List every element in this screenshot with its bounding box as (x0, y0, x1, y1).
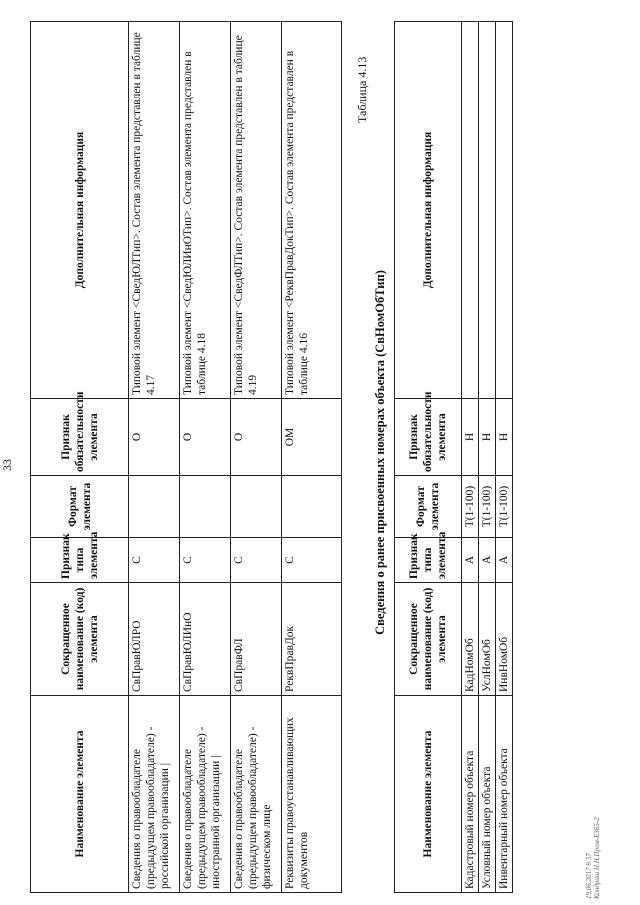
print-stamp (585, 817, 601, 899)
table-caption: Сведения о ранее присвоенных номерах объекта (СвНомОбТип) (373, 270, 387, 635)
cell-mandatory: О (231, 399, 282, 476)
cell-info: Типовой элемент <СведФЛТип>. Состав элемента представлен в таблице 4.19 (231, 22, 282, 399)
table-row (129, 22, 180, 893)
cell-type: А (462, 538, 479, 583)
cell-format (282, 476, 342, 538)
cell-type: А (479, 538, 496, 583)
page-number: 33 (0, 459, 14, 471)
col-header-code: Сокращенное наименование (код) элемента (395, 583, 462, 696)
prior-numbers-table (394, 21, 513, 893)
cell-info: Типовой элемент <СведЮЛИнОТип>. Состав элемента представлен в таблице 4.18 (180, 22, 231, 399)
cell-format (129, 476, 180, 538)
cell-name: Сведения о правообладателе (предыдущем правообладателе) - физическом лице (231, 696, 282, 893)
cell-mandatory: Н (462, 399, 479, 476)
cell-info (462, 22, 479, 399)
cell-code: РеквПравДок (282, 583, 342, 696)
cell-format (231, 476, 282, 538)
cell-mandatory: Н (479, 399, 496, 476)
table-row (496, 22, 513, 893)
cell-code: УслНомОб (479, 583, 496, 696)
cell-code: СвПравФЛ (231, 583, 282, 696)
table-row (231, 22, 282, 893)
cell-format (180, 476, 231, 538)
col-header-type: Признак типа элемента (395, 538, 462, 583)
cell-code: СвПравЮЛРО (129, 583, 180, 696)
cell-info: Типовой элемент <РеквПравДокТип>. Состав элемента представлен в таблице 4.16 (282, 22, 342, 399)
cell-format: T(1-100) (479, 476, 496, 538)
cell-name: Кадастровый номер объекта (462, 696, 479, 893)
col-header-info: Дополнительная информация (395, 22, 462, 399)
col-header-info: Дополнительная информация (31, 22, 129, 399)
col-header-type: Признак типа элемента (31, 538, 129, 583)
cell-name: Реквизиты правоустанавливающих документов (282, 696, 342, 893)
cell-info (496, 22, 513, 399)
cell-format: T(1-100) (496, 476, 513, 538)
cell-type: С (129, 538, 180, 583)
cell-format: T(1-100) (462, 476, 479, 538)
col-header-mandatory: Признак обязательности элемента (395, 399, 462, 476)
col-header-mandatory: Признак обязательности элемента (31, 399, 129, 476)
cell-mandatory: ОМ (282, 399, 342, 476)
cell-info (479, 22, 496, 399)
cell-type: С (231, 538, 282, 583)
cell-name: Сведения о правообладателе (предыдущем правообладателе) - иностранной организации | (180, 696, 231, 893)
cell-info: Типовой элемент <СведЮЛТип>. Состав элемента представлен в таблице 4.17 (129, 22, 180, 399)
table-row (282, 22, 342, 893)
cell-name: Сведения о правообладателе (предыдущем правообладателе) - российской организации | (129, 696, 180, 893)
cell-mandatory: О (129, 399, 180, 476)
cell-type: С (180, 538, 231, 583)
col-header-code: Сокращенное наименование (код) элемента (31, 583, 129, 696)
cell-name: Условный номер объекта (479, 696, 496, 893)
stamp-line: Кондраш Н.Н.Пром-ЕЗ65-2 (593, 817, 601, 899)
stamp-line: 19.06.2017 9:57 (585, 852, 593, 899)
table-row (180, 22, 231, 893)
table-row (462, 22, 479, 893)
col-header-format: Формат элемента (31, 476, 129, 538)
elements-table (30, 21, 342, 893)
table-header-row (395, 22, 462, 893)
cell-mandatory: Н (496, 399, 513, 476)
cell-code: СвПравЮЛИнО (180, 583, 231, 696)
table-number: Таблица 4.13 (355, 56, 369, 123)
col-header-name: Наименование элемента (31, 696, 129, 893)
cell-type: А (496, 538, 513, 583)
cell-mandatory: О (180, 399, 231, 476)
cell-type: С (282, 538, 342, 583)
table-header-row (31, 22, 129, 893)
cell-code: КадНомОб (462, 583, 479, 696)
cell-name: Инвентарный номер объекта (496, 696, 513, 893)
cell-code: ИнвНомОб (496, 583, 513, 696)
col-header-name: Наименование элемента (395, 696, 462, 893)
col-header-format: Формат элемента (395, 476, 462, 538)
table-row (479, 22, 496, 893)
